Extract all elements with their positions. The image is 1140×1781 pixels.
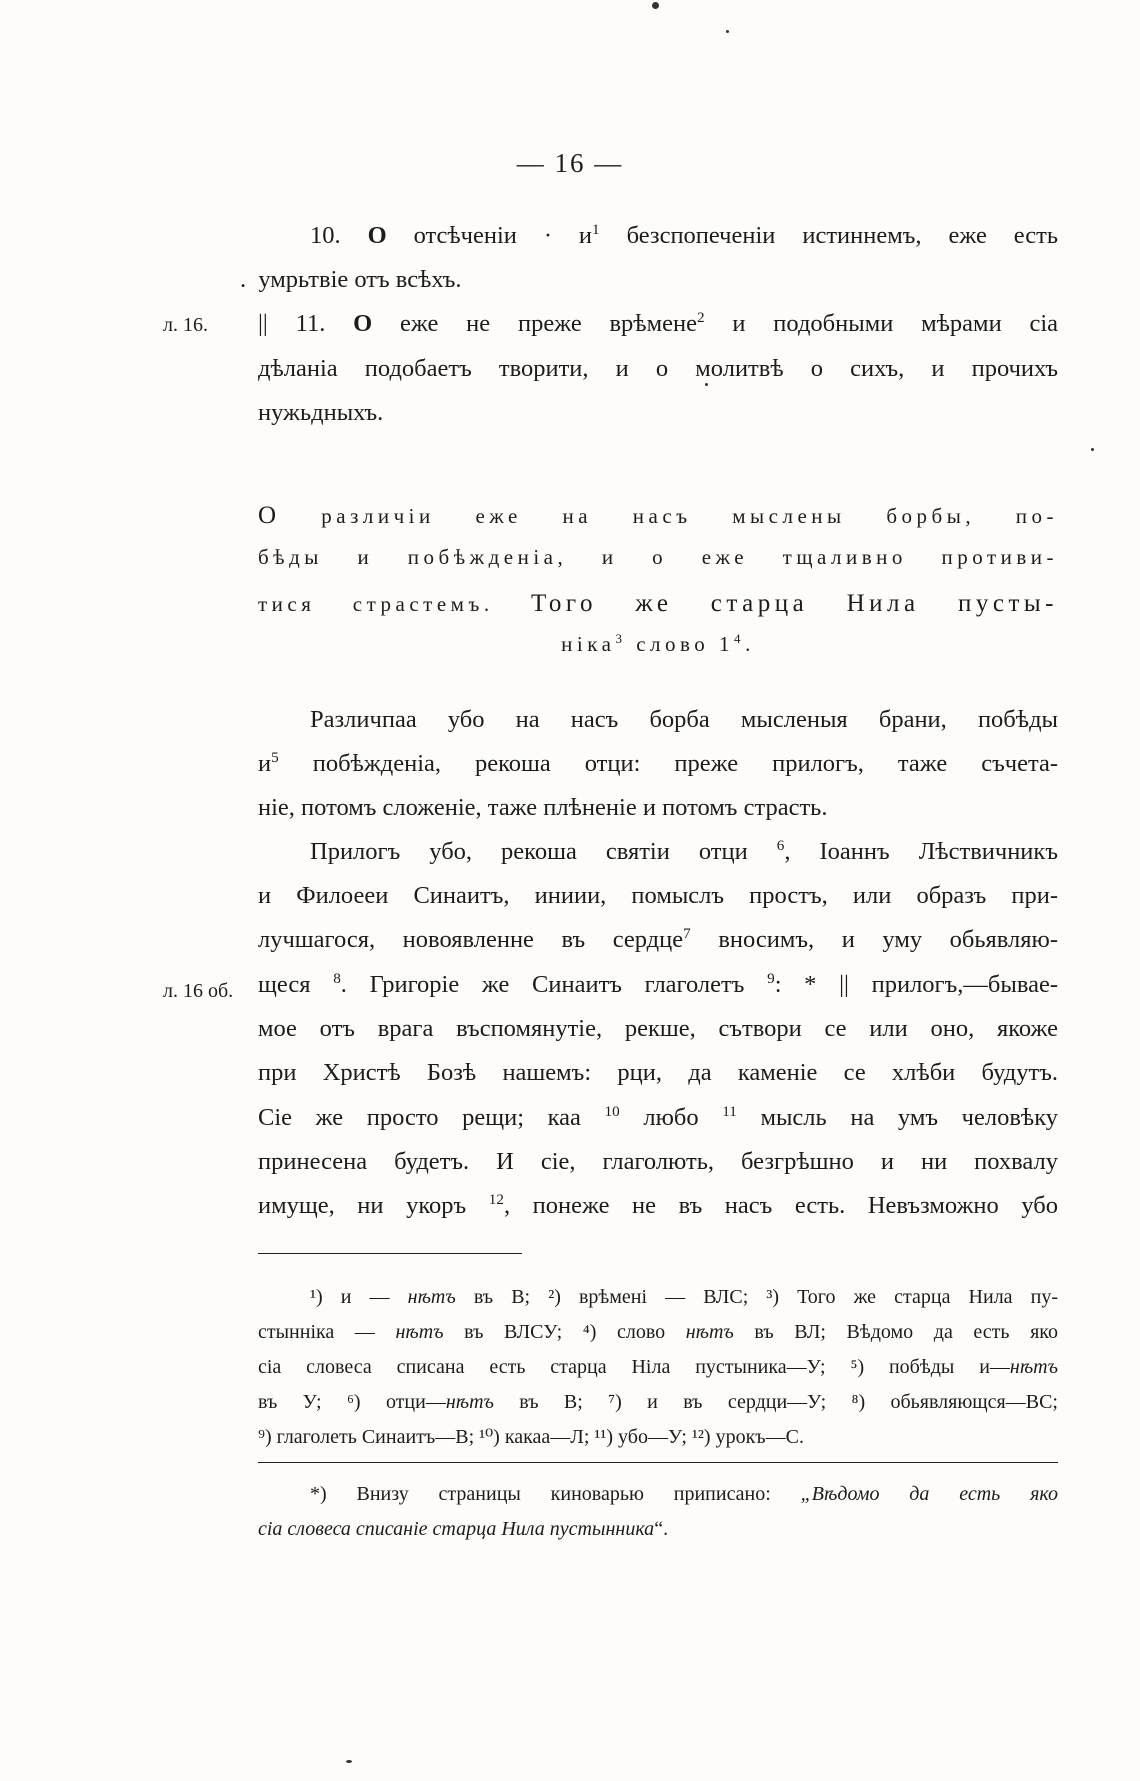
section-heading-line2: бѣды и побѣжденіа, и о еже тщаливно противи- (258, 545, 1058, 569)
body-text: вносимъ, и уму обьявляю- (718, 926, 1059, 953)
body-text: любо (643, 1104, 699, 1131)
toc-item-10 (258, 220, 1059, 249)
body-text: , понеже не въ насъ есть. Невъзможно убо (503, 1192, 1059, 1219)
footnote-italic: нѣтъ (407, 1286, 456, 1308)
editor-note-line2 (258, 1519, 1058, 1539)
body-line: и Филоееи Синаитъ, иниии, помыслъ простъ, или образъ при- (258, 882, 1058, 909)
heading-text: различіи еже на насъ мыслены борбы, по- (321, 504, 1059, 528)
footnote-line: стынніка — нѣтъ въ ВЛСУ; ⁴) слово нѣтъ въ ВЛ; Вѣдомо да есть яко (258, 1321, 1058, 1343)
toc-item-10-cont (240, 268, 1040, 293)
section-heading-line1 (258, 503, 1058, 528)
body-text: имуще, ни укоръ (258, 1192, 467, 1219)
heading-period: . (745, 632, 755, 656)
section-heading-line3 (258, 591, 1058, 616)
footnote-ref: 7 (683, 924, 691, 942)
footnote-ref: 3 (615, 631, 627, 646)
body-line: Различпаа убо на насъ борба мысленыя брани, побѣды (310, 706, 1058, 733)
note-text: “. (654, 1518, 669, 1540)
footnote-italic: нѣтъ (685, 1321, 734, 1343)
toc-text: еже не преже врѣмене (400, 310, 697, 337)
footnote-ref: 12 (488, 1190, 504, 1208)
footnote-italic: нѣтъ (395, 1321, 444, 1343)
footnote-italic: нѣтъ (445, 1391, 494, 1413)
toc-text: и подобными мѣрами сіа (732, 310, 1059, 337)
toc-number: 11. (295, 310, 326, 337)
page-number: — 16 — (516, 148, 624, 178)
margin-note-leaf-16: л. 16. (163, 314, 208, 336)
body-line (258, 1190, 1059, 1219)
footnote-ref: 4 (734, 631, 746, 646)
note-text: *) Внизу страницы киноварью приписано: (310, 1483, 801, 1505)
body-line: принесена будетъ. И сіе, глаголють, безгрѣшно и ни похвалу (258, 1148, 1058, 1175)
main-column (240, 0, 1059, 1781)
footnote-line: ⁹) глаголеть Синаитъ—В; ¹⁰) какаа—Л; ¹¹) убо—У; ¹²) урокъ—С. (258, 1426, 804, 1448)
footnote-ref: 5 (271, 748, 279, 766)
body-text: лучшагося, новоявленне въ сердце (258, 926, 684, 953)
body-line (258, 969, 1058, 998)
toc-text: безспопеченіи истиннемъ, еже есть (626, 222, 1059, 249)
body-text: Сіе же просто рещи; каа (258, 1104, 581, 1131)
body-text: побѣжденіа, рекоша отци: преже прилогъ, таже съчета- (312, 750, 1058, 777)
toc-text: отсѣченіи · и (413, 222, 593, 249)
margin-note-leaf-16-verso: л. 16 об. (163, 980, 234, 1002)
footnote-ref: 8 (333, 969, 341, 987)
footnote-ref: 2 (696, 308, 705, 326)
toc-item-11-line2: дѣланіа подобаетъ творити, и о молитвѣ о сихъ, и прочихъ (258, 355, 1058, 382)
toc-text: умрьтвіе отъ всѣхъ. (258, 266, 462, 293)
footnote-rule (258, 1253, 522, 1254)
body-text: и (258, 750, 272, 777)
footnote-ref: 6 (776, 836, 785, 854)
heading-text: слово 1 (636, 632, 735, 656)
body-line: мое отъ врага въспомянутіе, рекше, сътвори се или оно, якоже (258, 1015, 1058, 1042)
section-heading-line4 (258, 631, 1058, 656)
body-line (258, 924, 1059, 953)
footnote-ref: 1 (592, 220, 600, 238)
footnote-line: ¹) и — нѣтъ въ В; ²) врѣмені — ВЛС; ³) Того же старца Нила пу- (310, 1286, 1059, 1308)
footnote-line: сіа словеса списана есть старца Ніла пустыника—У; ⁵) побѣды и—нѣтъ (258, 1356, 1058, 1378)
toc-item-11-line3: нужьдныхъ. (258, 399, 384, 426)
toc-item-11 (258, 308, 1059, 337)
footnote-ref: 9 (767, 969, 775, 987)
editor-note-line1 (258, 1484, 1058, 1504)
ink-speck (1091, 448, 1094, 451)
heading-text: тися страстемъ. (258, 592, 494, 616)
heading-initial: О (258, 502, 281, 529)
stray-dot: . (240, 266, 247, 293)
footnote-line: въ У; ⁶) отци—нѣтъ въ В; ⁷) и въ сердци—У; ⁸) обьявляющся—ВС; (258, 1391, 1058, 1413)
body-line (258, 1102, 1059, 1131)
note-quote: „Вѣдомо да есть яко (800, 1483, 1058, 1505)
toc-initial: О (367, 222, 387, 249)
note-rule (258, 1462, 1058, 1463)
body-line (258, 836, 1058, 865)
body-text: . Григоріе же Синаитъ глаголетъ (340, 971, 745, 998)
footnote-ref: 11 (722, 1102, 737, 1120)
footnote-ref: 10 (604, 1102, 620, 1120)
heading-text: ніка (561, 632, 616, 656)
body-line: при Христѣ Бозѣ нашемъ: рци, да каменіе се хлѣби будутъ. (258, 1059, 1058, 1086)
body-line: ніе, потомъ сложеніе, таже плѣненіе и потомъ страсть. (258, 794, 828, 821)
body-text: щеся (258, 971, 311, 998)
heading-text: Того же старца Нила пусты- (530, 590, 1058, 617)
note-quote: сіа словеса списаніе старца Нила пустынника (258, 1518, 655, 1540)
body-text: , Іоаннъ Лѣствичникъ (784, 838, 1058, 865)
body-line (258, 748, 1058, 777)
footnote-italic: нѣтъ (1009, 1356, 1058, 1378)
body-text: мысль на умъ человѣку (760, 1104, 1059, 1131)
toc-number: 10. (310, 222, 341, 249)
leaf-break-mark: || (258, 310, 268, 337)
toc-initial: О (353, 310, 373, 337)
body-text: : * || прилогъ,—бывае- (774, 971, 1058, 998)
body-text: Прилогъ убо, рекоша святіи отци (310, 838, 748, 865)
